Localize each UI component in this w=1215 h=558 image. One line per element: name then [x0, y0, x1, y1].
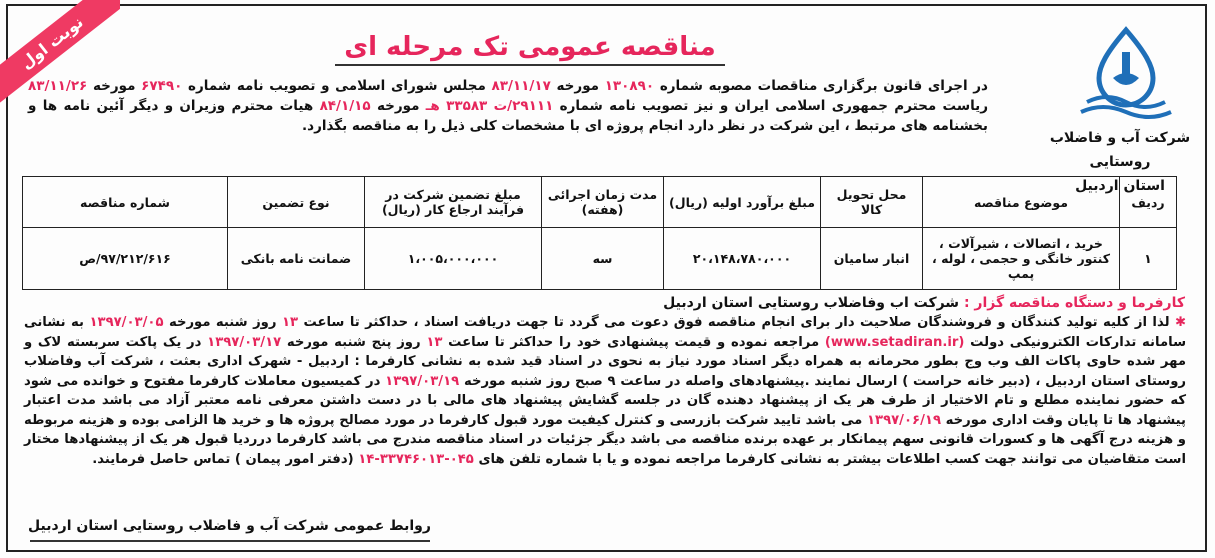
company-name-line1: شرکت آب و فاضلاب روستایی — [1049, 130, 1191, 170]
cell-delivery: انبار سامیان — [821, 228, 923, 290]
employer-value: شرکت اب وفاضلاب روستایی استان اردبیل — [663, 295, 960, 311]
table-row — [23, 228, 1177, 290]
footer-underline — [30, 540, 430, 542]
cell-guarantee-type: ضمانت نامه بانکی — [228, 228, 365, 290]
company-name-line2: استان اردبیل — [1075, 178, 1165, 194]
header-estimate: مبلغ برآورد اولیه (ریال) — [664, 177, 821, 228]
cell-subject: خرید ، اتصالات ، شیرآلات ، کنتور خانگی و حجمی ، لوله ، پمپ — [923, 228, 1120, 290]
employer-line — [25, 292, 1185, 314]
table-header-row — [23, 177, 1177, 228]
public-relations-footer: روابط عمومی شرکت آب و فاضلاب روستایی استان اردبیل — [28, 518, 431, 534]
header-subject: موضوع مناقصه — [923, 177, 1120, 228]
bullet-icon: ✱ — [1174, 315, 1187, 330]
header-row-number: ردیف — [1120, 177, 1177, 228]
cell-duration: سه — [542, 228, 664, 290]
cell-tender-number: ۹۷/۲۱۲/۶۱۶/ص — [23, 228, 228, 290]
tender-table — [22, 176, 1177, 290]
header-guarantee-amount: مبلغ تضمین شرکت در فرآیند ارجاع کار (ریال) — [365, 177, 542, 228]
intro-paragraph: در اجرای قانون برگزاری مناقصات مصوبه شماره ۱۳۰۸۹۰ مورخه ۸۳/۱۱/۱۷ مجلس شورای اسلامی و تصویب نامه شماره ۶۷۴۹۰ مورخه ۸۳/۱۱/۲۶ ریاست محترم جمهوری اسلامی ایران و نیز تصویب نامه شماره ۲۹۱۱۱/ت ۳۳۵۸۳ هـ مورخه ۸۴/۱/۱۵ هیات محترم وزیران و دیگر آئین نامه ها و بخشنامه های مرتبط ، این شرکت در نظر دارد انجام پروژه ای با مشخصات کلی ذیل را به مناقصه بگذارد. — [28, 78, 988, 134]
header-duration: مدت زمان اجرائی (هفته) — [542, 177, 664, 228]
setadiran-link[interactable]: (www.setadiran.ir) — [824, 334, 965, 350]
title-underline — [335, 64, 725, 66]
first-publication-badge: نوبت اول — [0, 0, 120, 116]
header-guarantee-type: نوع تضمین — [228, 177, 365, 228]
employer-label: کارفرما و دستگاه مناقصه گزار : — [963, 295, 1185, 311]
cell-row-number: ۱ — [1120, 228, 1177, 290]
header-tender-number: شماره مناقصه — [23, 177, 228, 228]
header-delivery: محل تحویل کالا — [821, 177, 923, 228]
body-paragraph: ✱ لذا از کلیه تولید کنندگان و فروشندگان صلاحیت دار برای انجام مناقصه فوق دعوت می گردد تا جهت دریافت اسناد ، حداکثر تا ساعت ۱۳ روز شنبه مورخه ۱۳۹۷/۰۳/۰۵ به نشانی سامانه تدارکات الکترونیکی دولت (www.setadiran.ir) مراجعه نموده و قیمت پیشنهادی خود را حداکثر تا ساعت ۱۳ روز پنج شنبه مورخه ۱۳۹۷/۰۳/۱۷ در یک پاکت سربسته لاک و مهر شده حاوی پاکات الف وب وج بطور محرمانه به همراه دیگر اسناد مورد نیاز به نحوی در اسناد قید شده به نشانی کارفرما : اردبیل - شهرک اداری بعثت ، شرکت آب وفاضلاب روستای استان اردبیل ، (دبیر خانه حراست ) ارسال نمایند .پیشنهادهای واصله در ساعت ۹ صبح روز شنبه مورخه ۱۳۹۷/۰۳/۱۹ در کمیسیون معاملات کارفرما مفتوح و خوانده می شود که حضور نماینده مطلع و تام الاختیار از طرف هر یک از پیشنهاد دهنده گان در جلسه گشایش پیشنهاد های مالی با در دست داشتن معرفی نامه معتبر آزاد می باشد مدت اعتبار پیشنهاد ها تا پایان وقت اداری مورخه ۱۳۹۷/۰۶/۱۹ می باشد تایید شرکت بازرسی و کنترل کیفیت مورد قبول کارفرما در مورد مصالح پروژه ها و خرید ها الزامی بوده و هزینه مربوطه و هزینه درج آگهی ها و کسورات قانونی سهم پیمانکار بر عهده برنده مناقصه می باشد دیگر جزئیات در اسناد مناقصه مندرج می باشد کارفرما درردیا قبول هر یک از پیشنهادها مختار است متقاضیان می توانند جهت کسب اطلاعات بیشتر به نشانی کارفرما مراجعه نموده و یا با شماره تلفن های ۰۴۵-۳۳۷۴۶۰۱۳-۱۴ (دفتر امور پیمان ) تماس حاصل فرمایند. — [24, 315, 1187, 467]
cell-estimate: ۲۰،۱۴۸،۷۸۰،۰۰۰ — [664, 228, 821, 290]
company-logo-icon — [1067, 22, 1185, 122]
cell-guarantee-amount: ۱،۰۰۵،۰۰۰،۰۰۰ — [365, 228, 542, 290]
notice-title: مناقصه عمومی تک مرحله ای — [344, 32, 716, 62]
